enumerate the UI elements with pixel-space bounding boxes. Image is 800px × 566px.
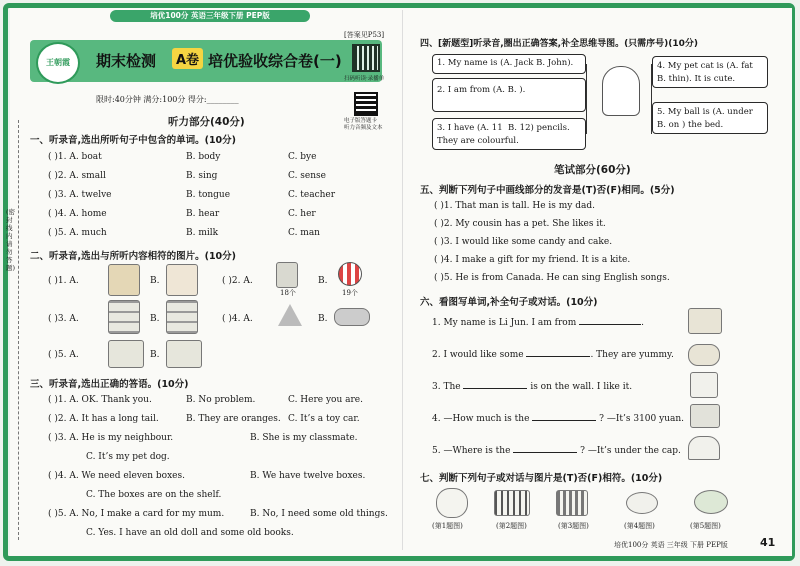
q6-row-2: 2. I would like some . They are yummy. <box>432 350 674 360</box>
q2-item-2[interactable]: ( )2. A. <box>222 276 253 286</box>
q3-row-4-b[interactable]: B. We have twelve boxes. <box>250 471 366 481</box>
car-image <box>334 308 370 326</box>
q2-item-5[interactable]: ( )5. A. <box>48 350 79 360</box>
label-18: 18个 <box>280 289 296 297</box>
q3-row-2-c[interactable]: C. It’s a toy car. <box>288 414 360 424</box>
mindmap-box-4[interactable]: 4. My pet cat is (A. fat B. thin). It is cute. <box>652 56 768 88</box>
books-image <box>556 490 588 516</box>
q3-row-5-b[interactable]: B. No, I need some old things. <box>250 509 388 519</box>
q7-caption-3: (第3题图) <box>558 522 589 530</box>
q3-row-4-c[interactable]: C. The boxes are on the shelf. <box>86 490 222 500</box>
side-text-seal: (密封线内请勿答题) <box>6 208 16 272</box>
q5-row-3[interactable]: ( )3. I would like some candy and cake. <box>434 237 613 247</box>
qr-code-2 <box>354 92 378 116</box>
binding-line <box>18 120 19 540</box>
q5-row-2[interactable]: ( )2. My cousin has a pet. She likes it. <box>434 219 606 229</box>
picture-frame-image <box>690 372 718 398</box>
q7-caption-2: (第2题图) <box>496 522 527 530</box>
q5-title: 五、判断下列句子中画线部分的发音是(T)否(F)相同。(5分) <box>420 185 675 196</box>
page-title: 期末检测 <box>96 52 157 70</box>
answer-ref: [答案见P53] <box>344 31 385 39</box>
q1-row-3-b[interactable]: B. tongue <box>186 190 231 200</box>
a-badge: A卷 <box>172 48 203 69</box>
q3-row-3-c[interactable]: C. It’s my pet dog. <box>86 452 170 462</box>
qr1-caption: 扫码听读·录播单 <box>344 76 385 82</box>
q3-row-5-a[interactable]: ( )5. A. No, I make a card for my mum. <box>48 509 225 519</box>
blank-4[interactable] <box>532 420 596 421</box>
page-number: 41 <box>760 536 776 549</box>
q2-b-label: B. <box>150 314 160 324</box>
q7-caption-4: (第4题图) <box>624 522 655 530</box>
top-strip: 培优100分 英语三年级下册 PEP版 <box>110 10 310 22</box>
q3-row-1-c[interactable]: C. Here you are. <box>288 395 363 405</box>
boat-image <box>278 304 302 326</box>
q1-row-1-b[interactable]: B. body <box>186 152 221 162</box>
q5-row-1[interactable]: ( )1. That man is tall. He is my dad. <box>434 201 595 211</box>
q1-row-2-a[interactable]: ( )2. A. small <box>48 171 106 181</box>
qr2-caption: 电子版答题卡 听力音频及文本 <box>344 118 383 131</box>
q3-row-3-b[interactable]: B. She is my classmate. <box>250 433 358 443</box>
q1-row-3-c[interactable]: C. teacher <box>288 190 336 200</box>
mindmap-box-1[interactable]: 1. My name is (A. Jack B. John). <box>432 54 586 74</box>
logo: 王朝霞 <box>36 42 80 84</box>
blank-2[interactable] <box>526 356 590 357</box>
footer-text: 培优100分 英语 三年级 下册 PEP版 <box>614 541 728 549</box>
q1-row-1-a[interactable]: ( )1. A. boat <box>48 152 102 162</box>
mindmap-box-5[interactable]: 5. My ball is (A. under B. on ) the bed. <box>652 102 768 134</box>
q6-title: 六、看图写单词,补全句子或对话。(10分) <box>420 297 598 308</box>
mindmap-connector <box>586 64 652 134</box>
people-b-image <box>166 340 202 368</box>
q1-row-2-c[interactable]: C. sense <box>288 171 326 181</box>
q5-row-4[interactable]: ( )4. I make a gift for my friend. It is a kite. <box>434 255 631 265</box>
q2-item-4[interactable]: ( )4. A. <box>222 314 253 324</box>
q1-row-4-a[interactable]: ( )4. A. home <box>48 209 107 219</box>
q3-row-1-a[interactable]: ( )1. A. OK. Thank you. <box>48 395 152 405</box>
q1-title: 一、听录音,选出所听句子中包含的单词。(10分) <box>30 135 237 146</box>
q3-row-2-a[interactable]: ( )2. A. It has a long tail. <box>48 414 159 424</box>
building-image <box>688 308 722 334</box>
computer-image <box>690 404 720 428</box>
blank-3[interactable] <box>463 388 527 389</box>
q3-title: 三、听录音,选出正确的答语。(10分) <box>30 379 189 390</box>
label-19: 19个 <box>342 289 358 297</box>
ball-image <box>338 262 362 286</box>
q1-row-5-a[interactable]: ( )5. A. much <box>48 228 107 238</box>
q3-row-4-a[interactable]: ( )4. A. We need eleven boxes. <box>48 471 185 481</box>
q5-row-5[interactable]: ( )5. He is from Canada. He can sing English songs. <box>434 273 670 283</box>
shelf-boxes-image <box>166 300 198 334</box>
q1-row-3-a[interactable]: ( )3. A. twelve <box>48 190 112 200</box>
q3-row-2-b[interactable]: B. They are oranges. <box>186 414 281 424</box>
time-line: 限时:40分钟 满分:100分 得分:________ <box>96 95 239 104</box>
q1-row-5-b[interactable]: B. milk <box>186 228 219 238</box>
q2-b-label: B. <box>318 314 328 324</box>
q1-row-5-c[interactable]: C. man <box>288 228 320 238</box>
mindmap-box-3[interactable]: 3. I have (A. 11 B. 12) pencils. They are colourful. <box>432 118 586 150</box>
q1-row-4-c[interactable]: C. her <box>288 209 316 219</box>
q4-title: 四、[新题型]听录音,圈出正确答案,补全思维导图。(只需序号)(10分) <box>420 39 699 49</box>
people-a-image <box>108 340 144 368</box>
cap-ball-image <box>688 436 720 460</box>
q2-b-label: B. <box>150 350 160 360</box>
center-fold <box>402 10 403 550</box>
mindmap-box-2[interactable]: 2. I am from (A. B. ). <box>432 78 586 112</box>
q6-row-5: 5. —Where is the ? —It’s under the cap. <box>432 446 681 456</box>
goose-image <box>436 488 468 518</box>
q7-title: 七、判断下列句子或对话与图片是(T)否(F)相符。(10分) <box>420 473 663 484</box>
q7-caption-5: (第5题图) <box>690 522 721 530</box>
q6-row-3: 3. The is on the wall. I like it. <box>432 382 633 392</box>
q2-title: 二、听录音,选出与所听内容相符的图片。(10分) <box>30 251 237 262</box>
q2-b-label: B. <box>318 276 328 286</box>
q7-caption-1: (第1题图) <box>432 522 463 530</box>
blank-1[interactable] <box>579 324 641 325</box>
q2-item-1[interactable]: ( )1. A. <box>48 276 79 286</box>
q2-b-label: B. <box>150 276 160 286</box>
q1-row-4-b[interactable]: B. hear <box>186 209 220 219</box>
page-subtitle: 培优验收综合卷(一) <box>208 52 342 70</box>
blank-5[interactable] <box>513 452 577 453</box>
written-title: 笔试部分(60分) <box>554 164 631 176</box>
q1-row-2-b[interactable]: B. sing <box>186 171 218 181</box>
q1-row-1-c[interactable]: C. bye <box>288 152 317 162</box>
food-image <box>688 344 720 366</box>
q2-item-3[interactable]: ( )3. A. <box>48 314 79 324</box>
q3-row-5-c[interactable]: C. Yes. I have an old doll and some old books. <box>86 528 294 538</box>
q3-row-1-b[interactable]: B. No problem. <box>186 395 256 405</box>
q3-row-3-a[interactable]: ( )3. A. He is my neighbour. <box>48 433 174 443</box>
q6-row-1: 1. My name is Li Jun. I am from . <box>432 318 645 328</box>
watermelon-image <box>694 490 728 514</box>
plate-image <box>626 492 658 514</box>
dog-image <box>166 264 198 296</box>
tiger-image <box>108 264 140 296</box>
listening-title: 听力部分(40分) <box>168 116 245 128</box>
qr-code-1 <box>352 44 380 72</box>
bookshelf-image <box>108 300 140 334</box>
q6-row-4: 4. —How much is the ? —It’s 3100 yuan. <box>432 414 685 424</box>
backpack-image <box>276 262 298 288</box>
pencils-image <box>494 490 530 516</box>
